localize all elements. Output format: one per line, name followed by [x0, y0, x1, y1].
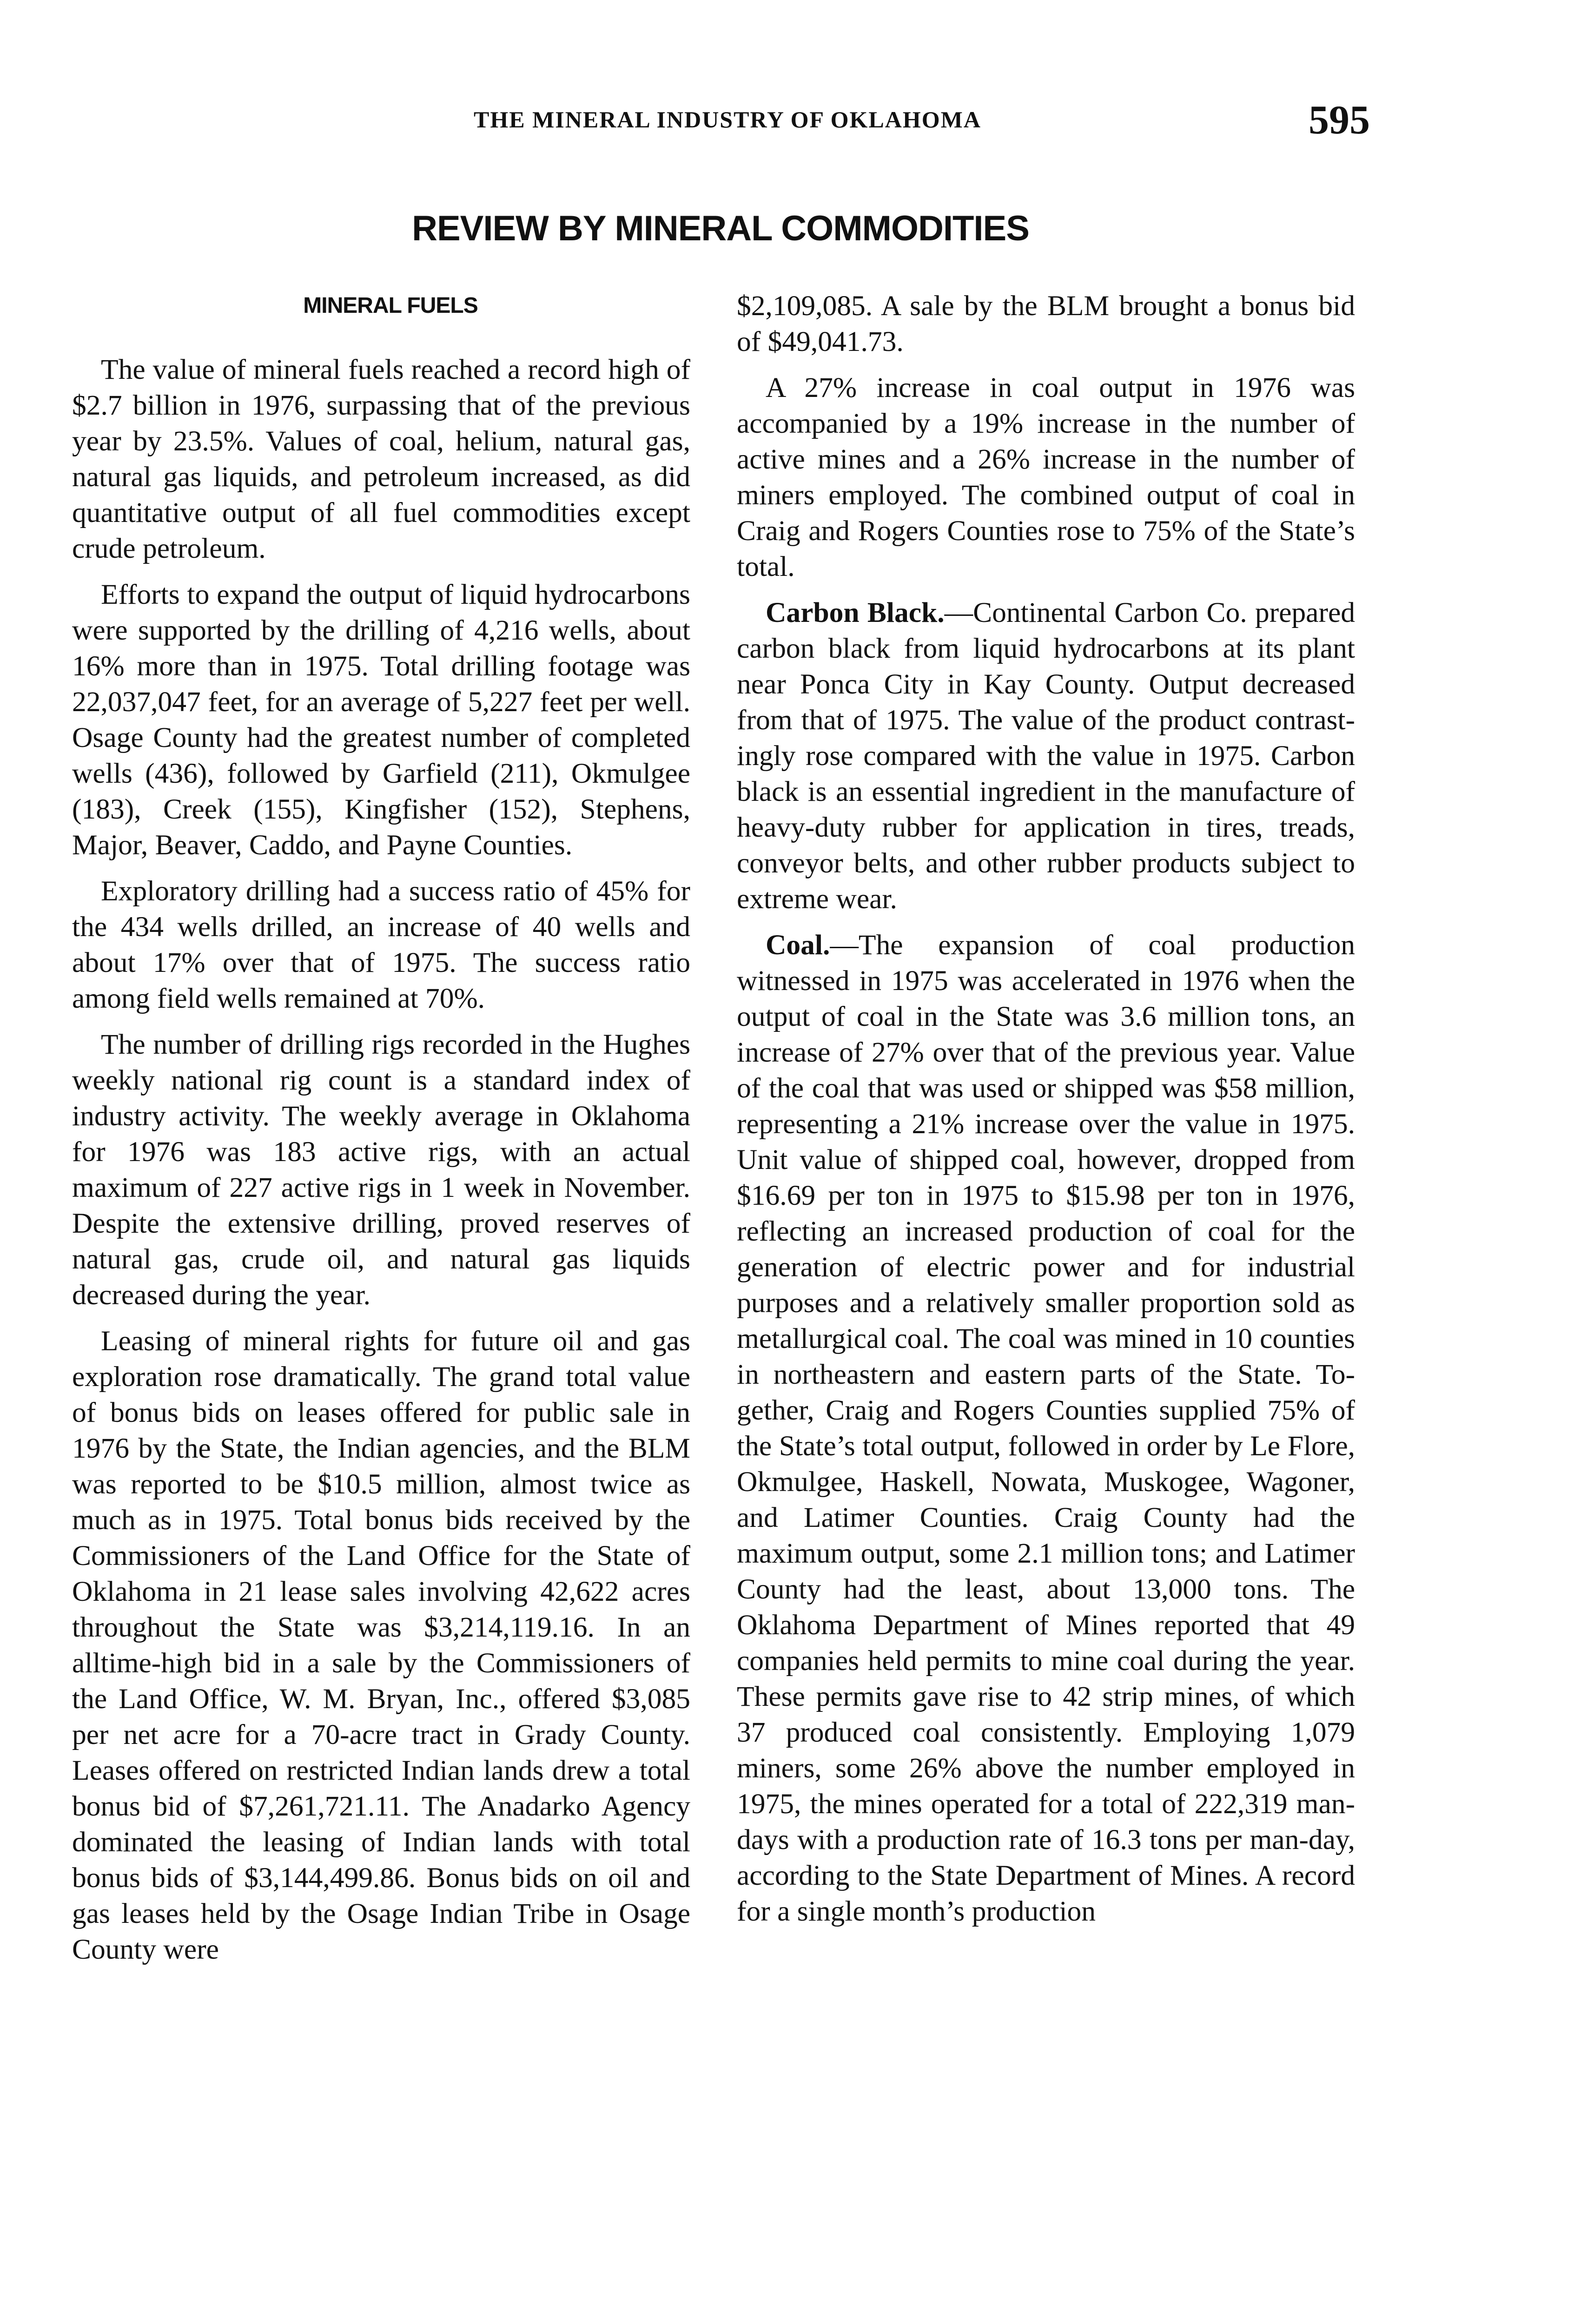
paragraph-carbon-black — [737, 595, 1355, 917]
carbon-black-text: —Continental Carbon Co. prepared carbon black from liquid hydrocarbons at its plant near Ponca City in Kay County. Output decreased from that of 1975. The value of the product contrastingly rose compared with the value in 1975. Carbon black is an essential ingredient in the manufacture of heavy-duty rubber for application in tires, treads, conveyor belts, and other rubber products subject to extreme wear. — [737, 597, 1355, 915]
running-head: THE MINERAL INDUSTRY OF OKLAHOMA — [474, 106, 981, 132]
heading-coal: Coal. — [766, 929, 830, 961]
paragraph-rig-count: The number of drilling rigs recorded in the Hughes weekly national rig count is a standard index of industry activity. The weekly average in Oklahoma for 1976 was 183 active rigs, with an actual maximum of 227 active rigs in 1 week in November. Despite the extensive drilling, proved reserves of natural gas, crude oil, and natural gas liquids decreased during the year. — [72, 1029, 690, 1311]
right-column — [737, 288, 1355, 1929]
page-number: 595 — [1309, 98, 1370, 143]
paragraph-coal — [737, 927, 1355, 1929]
paragraph-coal-output: A 27% increase in coal output in 1976 was accompanied by a 19% increase in the number of active mines and a 26% increase in the number of miners employed. The combined output of coal in Craig and Rogers Counties rose to 75% of the State’s total. — [737, 372, 1355, 582]
left-column — [72, 288, 690, 1967]
paragraph-leasing: Leasing of mineral rights for future oil and gas exploration rose dramatically. The grand total value of bonus bids on leases offered for public sale in 1976 by the State, the Indian agencies, and the BLM was reported to be $10.5 million, almost twice as much as in 1975. Total bonus bids received by the Commissioners of the Land Office for the State of Oklahoma in 21 lease sales involving 42,622 acres throughout the State was $3,214,119.16. In an alltime-high bid in a sale by the Commissioners of the Land Office, W. M. Bryan, Inc., offered $3,085 per net acre for a 70-acre tract in Grady County. Leases offered on restricted Indian lands drew a total bonus bid of $7,261,721.11. The Anadarko Agency dominated the leasing of Indian lands with total bonus bids of $3,144,499.86. Bonus bids on oil and gas leases held by the Osage Indian Tribe in Osage County were — [72, 1325, 690, 1965]
paragraph-drilling: Efforts to expand the output of liquid hydrocarbons were supported by the drilling of 4,216 wells, about 16% more than in 1975. Total drilling footage was 22,037,047 feet, for an average of 5,227 feet per well. Osage County had the greatest number of completed wells (436), followed by Garfield (211), Okmulgee (183), Creek (155), Kingfisher (152), Stephens, Major, Beaver, Caddo, and Payne Counties. — [72, 579, 690, 861]
paragraph-continuation: $2,109,085. A sale by the BLM brought a bonus bid of $49,041.73. — [737, 290, 1355, 357]
paragraph-fuels-value: The value of mineral fuels reached a record high of $2.7 billion in 1976, surpassing that of the previous year by 23.5%. Values of coal, helium, natural gas, natural gas liquids, and petroleum increased, as did quantitative output of all fuel commodities except crude petroleum. — [72, 354, 690, 564]
section-title: REVIEW BY MINERAL COMMODITIES — [412, 209, 1029, 248]
paragraph-exploratory: Exploratory drilling had a success ratio of 45% for the 434 wells drilled, an increase of 40 wells and about 17% over that of 1975. The success ratio among field wells remained at 70%. — [72, 875, 690, 1014]
coal-text: —The expansion of coal production witnessed in 1975 was accelerated in 1976 when the output of coal in the State was 3.6 million tons, an increase of 27% over that of the previous year. Value of the coal that was used or shipped was $58 million, representing a 21% increase over the value in 1975. Unit value of shipped coal, however, dropped from $16.69 per ton in 1975 to $15.98 per ton in 1976, reflecting an increased production of coal for the generation of electric power and for industrial purposes and a relatively smaller proportion sold as metallurgical coal. The coal was mined in 10 counties in northeastern and eastern parts of the State. Together, Craig and Rogers Counties supplied 75% of the State’s total output, followed in order by Le Flore, Okmulgee, Haskell, Nowata, Muskogee, Wagoner, and Latimer Counties. Craig County had the maximum output, some 2.1 million tons; and Latimer County had the least, about 13,000 tons. The Oklahoma Department of Mines reported that 49 companies held permits to mine coal during the year. These permits gave rise to 42 strip mines, of which 37 produced coal consistently. Employing 1,079 miners, some 26% above the number employed in 1975, the mines operated for a total of 222,319 man-days with a production rate of 16.3 tons per man-day, according to the State Department of Mines. A record for a single month’s production — [737, 929, 1355, 1927]
heading-carbon-black: Carbon Black. — [766, 597, 945, 628]
subhead-mineral-fuels: MINERAL FUELS — [303, 293, 478, 318]
